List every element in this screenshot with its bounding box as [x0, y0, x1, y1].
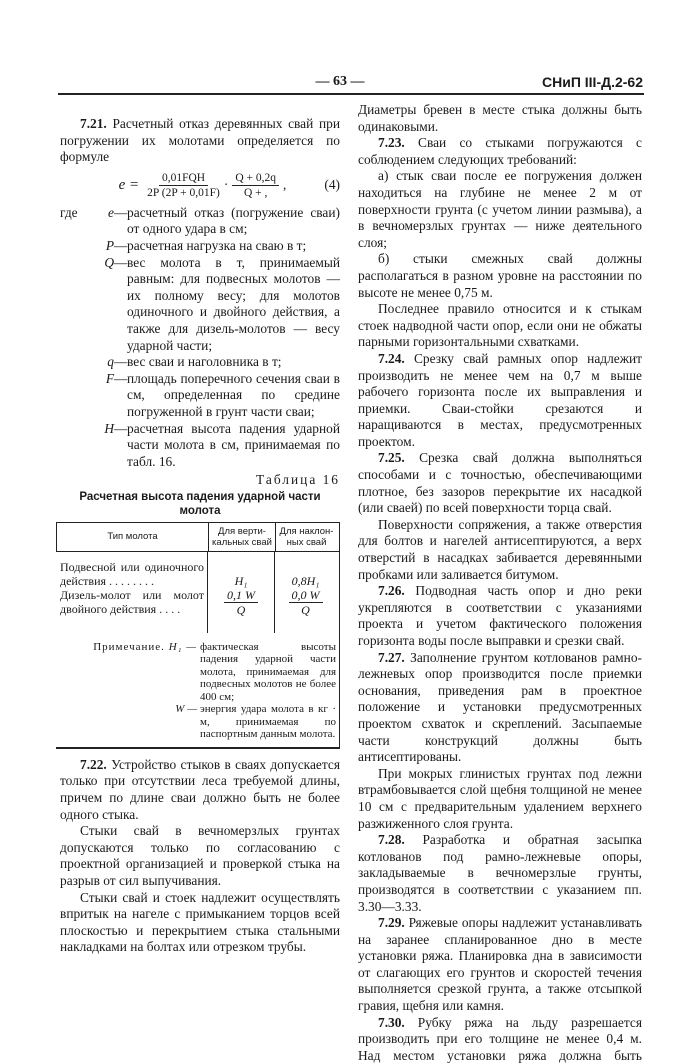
dash: — [114, 354, 128, 370]
symbol: e [108, 204, 114, 220]
paragraph: б) стыки смежных свай должны располагаться в разном уровне на расстоянии по высоте не менее 0,75 м. [358, 251, 642, 300]
inclined-value: 0,8H₁ [291, 573, 320, 588]
clause-number: 7.21. [80, 116, 107, 131]
note-label-text: Примечание. [93, 640, 165, 653]
dash: — [114, 370, 128, 386]
paragraph: При мокрых глинистых грунтах под лежни втрамбовывается слой щебня толщиной не менее 10 см с предварительным удалением верхнего разжиженного слоя грунта. [358, 765, 642, 831]
paragraph-text: Ряжевые опоры надлежит устанавливать на заранее спланированное дно в месте установки ряжа. Планировка дна в зависимости от слагающих его грунтов и скоростей течения выполняется срезкой грунта, а также отсыпкой гравия, щебня или камня. [358, 915, 642, 1014]
paragraph-text: Заполнение грунтом котлованов рамно-лежневых опор производится после приемки основания, приведения рам в проектное положение и установки предусмотренных проектом схваток и скреплений. Засыпаемые части конструкций должны быть антисептированы. [358, 649, 642, 765]
definition-text: вес молота в т, принимаемый равным: для подвесных молотов — их полному весу; для молотов одиночного и двойного действия, а также для дизель-молотов — весу ударной части; [127, 254, 340, 353]
paragraph-text: Срезку свай рамных опор надлежит производить не менее чем на 0,7 м выше рабочего горизонта после их выправления и приемки. Сваи-стойки срезаются и наращиваются в местах, предусмотренных проектом. [358, 350, 642, 449]
note-symbol: W — [175, 703, 197, 716]
paragraph-text: Расчетный отказ деревянных свай при погружении их молотами определяется по формуле [60, 116, 340, 165]
row-type-cell: Подвесной или одиночного действия . . . . . . . . [60, 559, 204, 588]
document-code: СНиП III-Д.2-62 [542, 74, 643, 90]
table-note [84, 641, 336, 741]
paragraph-7-21 [60, 116, 340, 166]
vertical-value-cell [207, 588, 274, 633]
symbol: F [105, 370, 114, 386]
numerator: 0,0 W [289, 588, 323, 603]
paragraph: а) стык сваи после ее погружения должен находиться на глубине не менее 2 м от поверхности грунта (с учетом линии размыва), а в вечномерзлых грунтах — ниже деятельного слоя; [358, 168, 642, 250]
paragraph-text: Сваи со стыками погружаются с соблюдением следующих требований: [358, 135, 642, 167]
paragraph-7-25 [358, 450, 642, 516]
paragraph-7-28 [358, 832, 642, 915]
formula-lhs: e = [118, 177, 140, 194]
definition-q-pile [60, 354, 340, 371]
definition-text: вес сваи и наголовника в т; [127, 354, 282, 370]
page-number: — 63 — [315, 74, 365, 89]
definition-f [60, 371, 340, 421]
paragraph: Стыки свай и стоек надлежит осуществлять впритык на нагеле с примыканием торцов всей плоскостью и перекрытием стыка стальными накладками на болтах или отрезком трубы. [60, 889, 340, 955]
dash: — [114, 420, 128, 436]
header-rule [58, 93, 644, 95]
dash: — [114, 237, 128, 253]
column-header-type: Тип молота [107, 531, 158, 543]
clause-number: 7.26. [378, 583, 405, 599]
paragraph-7-30 [358, 1015, 642, 1064]
numerator: 0,01FQH [159, 171, 208, 186]
row-type-cell: Дизель-молот или молот двойного действия . . . . [60, 587, 204, 616]
dash: — [114, 254, 128, 270]
table-16 [56, 522, 340, 749]
formula-comma: , [283, 177, 287, 193]
fraction-1 [147, 171, 220, 200]
paragraph-text: Срезка свай должна выполняться способами и с точностью, обеспечивающими плотное, без зазоров перекрытие их насадкой (или сваей) по всей поверхности торца свай. [358, 450, 642, 516]
table-row [56, 552, 339, 588]
symbol: Q [104, 254, 114, 270]
definitions-list [60, 205, 340, 471]
paragraph-7-29 [358, 915, 642, 1015]
note-symbol: H₁ — [168, 640, 197, 653]
table-row [56, 588, 339, 633]
multiply-dot: · [223, 177, 229, 193]
numerator: 0,1 W [224, 588, 258, 603]
table-header-row [56, 523, 339, 552]
paragraph: Стыки свай в вечномерзлых грунтах допускаются только по согласованию с проектной организацией и проверкой стыка на разрыв от сил выпучивания. [60, 823, 340, 889]
paragraph-text: Устройство стыков в сваях допускается только при отсутствии леса требуемой длины, причем по длине сваи должно быть не более одного стыка. [60, 756, 340, 822]
paragraph-7-27 [358, 650, 642, 766]
definition-h [60, 421, 340, 471]
paragraph: Диаметры бревен в месте стыка должны быть одинаковыми. [358, 102, 642, 134]
column-header-vertical: Для верти-кальных свай [208, 523, 275, 551]
denominator: Q + , [243, 187, 268, 200]
vertical-value-cell [207, 552, 274, 588]
inclined-value-cell [274, 552, 336, 588]
vertical-value: H₁ [234, 573, 248, 588]
paragraph-text: Разработка и обратная засыпка котлованов под рамно-лежневые опоры, закладываемые в вечномерзлые грунты, производятся в соответствии с указанием пп. 3.30—3.33. [358, 832, 642, 914]
clause-number: 7.28. [378, 832, 405, 848]
formula-number: (4) [324, 177, 340, 193]
paragraph-7-22 [60, 757, 340, 823]
clause-number: 7.30. [378, 1014, 405, 1030]
where-label: где [60, 204, 78, 220]
note-text: фактическая высоты падения ударной части молота, принимаемая для подвесных молотов не более 400 см; [200, 640, 336, 703]
paragraph: Последнее правило относится и к стыкам стоек надводной части опор, если они не обжаты парными горизонтальными схватками. [358, 301, 642, 350]
paragraph-text: Рубку ряжа на льду разрешается производить при его толщине не менее 0,4 м. Над местом установки ряжа должна быть [358, 1014, 642, 1063]
clause-number: 7.24. [378, 350, 405, 366]
definition-text: площадь поперечного сечения сваи в см, определенная по средине погруженной в грунт части сваи; [127, 370, 340, 419]
note-text: энергия удара молота в кг · м, принимаемая по паспортным данным молота. [200, 703, 336, 741]
denominator: Q [301, 602, 310, 617]
note-row [84, 703, 336, 741]
symbol: q [107, 354, 114, 370]
denominator: 2P (2P + 0,01F) [147, 187, 220, 200]
symbol: P [105, 237, 114, 253]
definition-text: расчетная высота падения ударной части молота в см, принимаемая по табл. 16. [127, 420, 340, 469]
definition-p [60, 238, 340, 255]
clause-number: 7.22. [80, 756, 107, 772]
paragraph-7-23 [358, 135, 642, 168]
paragraph-text: Подводная часть опор и дно реки укрепляются в соответствии с указаниями проекта и учетом фактического положения горизонта воды после выправки и срезки свай. [358, 583, 642, 648]
fraction-2 [232, 171, 279, 200]
note-label [84, 641, 197, 704]
clause-number: 7.29. [378, 915, 405, 931]
clause-number: 7.27. [378, 649, 405, 665]
paragraph-7-24 [358, 351, 642, 451]
left-column [60, 116, 340, 956]
right-column [358, 102, 642, 1064]
clause-number: 7.25. [378, 450, 405, 466]
note-row [84, 641, 336, 704]
inclined-value-cell [274, 588, 336, 633]
table-caption: Таблица 16 [256, 472, 340, 488]
paragraph: Поверхности сопряжения, а также отверстия для болтов и нагелей антисептируются, а верх отверстий в насадках забивается деревянными пробками или заливается битумом. [358, 516, 642, 582]
definition-text: расчетный отказ (погружение сваи) от одного удара в см; [127, 204, 340, 237]
dash: — [114, 204, 128, 220]
formula-4 [60, 170, 340, 202]
table-title: Расчетная высота падения ударной части молота [79, 490, 321, 517]
definition-q-hammer [60, 255, 340, 355]
definition-text: расчетная нагрузка на сваю в т; [127, 237, 307, 253]
clause-number: 7.23. [378, 135, 405, 151]
numerator: Q + 0,2q [232, 171, 279, 186]
symbol: H [104, 420, 114, 436]
column-header-inclined: Для наклон-ных свай [275, 523, 337, 551]
definition-e [60, 205, 340, 238]
paragraph-7-26 [358, 583, 642, 649]
denominator: Q [236, 602, 246, 617]
